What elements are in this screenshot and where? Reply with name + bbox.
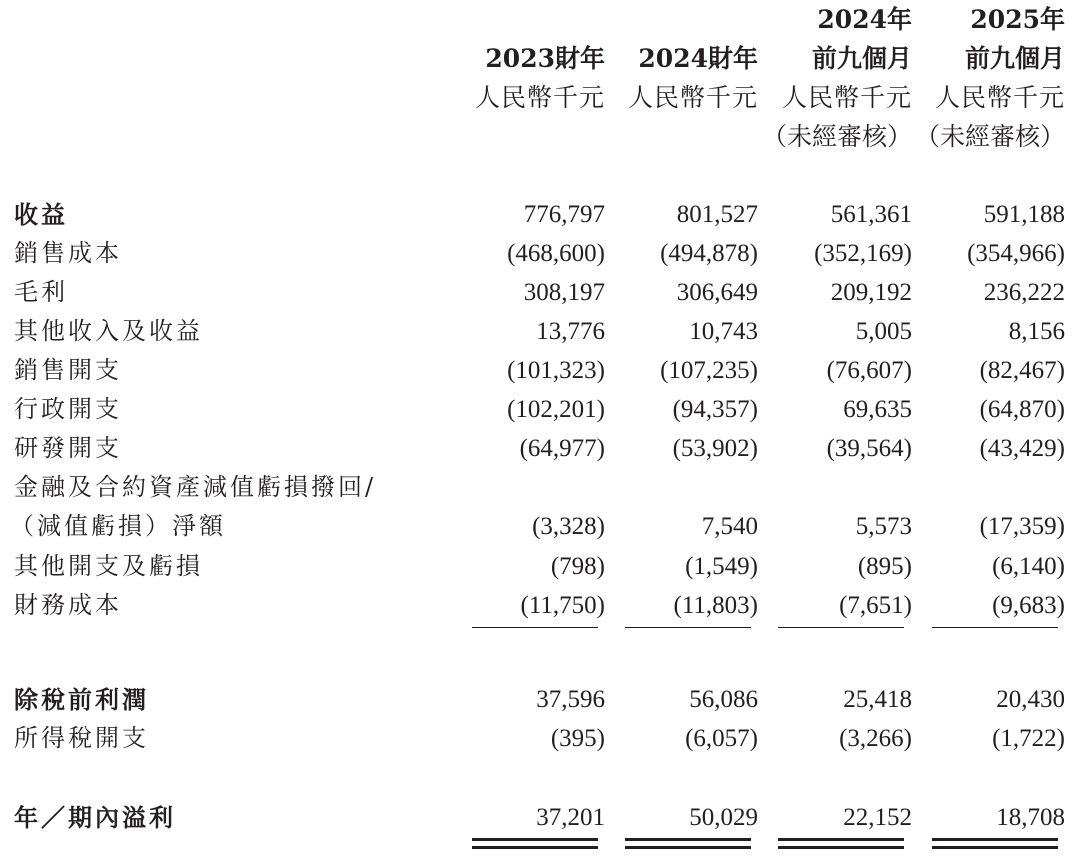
cell-fy2024: 306,649 <box>676 279 758 306</box>
total-double-rule <box>472 838 598 849</box>
cell-fy2023: (468,600) <box>507 240 605 267</box>
cell-fy2023: 308,197 <box>523 279 605 306</box>
table-row-rnd-expenses <box>0 429 1080 468</box>
cell-fy2024: 50,029 <box>689 804 758 831</box>
cell-9m2024: (3,266) <box>839 725 912 752</box>
cell-fy2023: (102,201) <box>507 396 605 423</box>
header-currency: 人民幣千元 <box>934 83 1065 112</box>
column-header-fy2024 <box>608 0 758 117</box>
cell-9m2024: (76,607) <box>826 357 912 384</box>
cell-9m2024: 5,005 <box>855 318 912 345</box>
cell-9m2024: (352,169) <box>814 240 912 267</box>
subtotal-rule <box>932 627 1058 628</box>
cell-fy2024: 7,540 <box>701 513 758 540</box>
cell-fy2023: (798) <box>550 553 605 580</box>
row-label: 其他開支及虧損 <box>14 552 203 580</box>
cell-9m2025: 236,222 <box>983 279 1065 306</box>
column-header-9m2024 <box>762 0 912 156</box>
header-unaudited: （未經審核） <box>915 122 1066 151</box>
subtotal-rule <box>625 627 751 628</box>
row-label: 所得稅開支 <box>14 724 149 752</box>
cell-fy2023: 37,201 <box>536 804 605 831</box>
header-line1: 2025年 <box>970 5 1065 34</box>
table-row-selling-expenses <box>0 351 1080 390</box>
cell-9m2025: (64,870) <box>979 396 1065 423</box>
subtotal-rule <box>778 627 904 628</box>
header-line1 <box>455 0 605 39</box>
cell-fy2023: (101,323) <box>507 357 605 384</box>
header-unaudited: （未經審核） <box>762 122 913 151</box>
cell-fy2023: 13,776 <box>536 318 605 345</box>
table-row-gross-profit <box>0 273 1080 312</box>
cell-9m2024: 25,418 <box>843 686 912 713</box>
cell-fy2023: 37,596 <box>536 686 605 713</box>
cell-9m2025: 591,188 <box>983 201 1065 228</box>
cell-fy2024: 801,527 <box>676 201 758 228</box>
cell-fy2024: (494,878) <box>660 240 758 267</box>
row-label: 其他收入及收益 <box>14 317 203 345</box>
cell-fy2023: (11,750) <box>520 592 605 619</box>
row-label-continued: （減值虧損）淨額 <box>10 512 226 540</box>
cell-fy2024: (53,902) <box>672 435 758 462</box>
table-row-cost-of-sales <box>0 234 1080 273</box>
cell-9m2024: 22,152 <box>843 804 912 831</box>
subtotal-rule <box>472 627 598 628</box>
cell-9m2025: (43,429) <box>979 435 1065 462</box>
row-label: 行政開支 <box>14 395 122 423</box>
cell-9m2025: (9,683) <box>992 592 1065 619</box>
total-double-rule <box>625 838 751 849</box>
header-currency: 人民幣千元 <box>781 83 912 112</box>
header-line2: 2023財年 <box>485 44 605 73</box>
header-currency: 人民幣千元 <box>627 83 758 112</box>
row-label: 銷售成本 <box>14 239 122 267</box>
header-line2: 前九個月 <box>811 44 912 73</box>
table-row-other-expenses <box>0 547 1080 586</box>
cell-9m2025: (1,722) <box>992 725 1065 752</box>
table-row-income-tax <box>0 719 1080 758</box>
cell-9m2024: (895) <box>857 553 912 580</box>
row-label: 財務成本 <box>14 591 122 619</box>
cell-fy2024: (11,803) <box>673 592 758 619</box>
cell-fy2023: 776,797 <box>523 201 605 228</box>
cell-9m2025: 20,430 <box>996 686 1065 713</box>
header-line1 <box>608 0 758 39</box>
table-row-impairment-net <box>0 507 1080 546</box>
table-row-other-income <box>0 312 1080 351</box>
cell-9m2025: (82,467) <box>979 357 1065 384</box>
row-label: 年／期內溢利 <box>14 803 176 832</box>
table-row-revenue <box>0 195 1080 234</box>
cell-fy2024: (107,235) <box>660 357 758 384</box>
row-label: 銷售開支 <box>14 356 122 384</box>
row-label: 除稅前利潤 <box>14 685 149 714</box>
header-line2: 前九個月 <box>964 44 1065 73</box>
table-row-profit-for-period <box>0 798 1080 837</box>
cell-fy2024: (94,357) <box>672 396 758 423</box>
total-double-rule <box>778 838 904 849</box>
cell-fy2024: 10,743 <box>689 318 758 345</box>
table-row-impairment-label-line1 <box>0 468 1080 507</box>
cell-fy2024: (6,057) <box>685 725 758 752</box>
cell-9m2025: (354,966) <box>967 240 1065 267</box>
row-label: 收益 <box>14 200 68 229</box>
cell-9m2024: 69,635 <box>843 396 912 423</box>
table-row-admin-expenses <box>0 390 1080 429</box>
cell-9m2024: (7,651) <box>839 592 912 619</box>
row-label: 毛利 <box>14 278 68 306</box>
cell-9m2024: (39,564) <box>826 435 912 462</box>
cell-9m2025: (6,140) <box>992 553 1065 580</box>
header-currency: 人民幣千元 <box>474 83 605 112</box>
header-line1: 2024年 <box>817 5 912 34</box>
cell-fy2023: (64,977) <box>519 435 605 462</box>
header-line2: 2024財年 <box>638 44 758 73</box>
cell-9m2025: 8,156 <box>1008 318 1065 345</box>
total-double-rule <box>932 838 1058 849</box>
row-label: 金融及合約資產減值虧損撥回/ <box>14 473 377 501</box>
cell-9m2024: 5,573 <box>855 513 912 540</box>
column-header-9m2025 <box>915 0 1065 156</box>
cell-fy2023: (395) <box>550 725 605 752</box>
cell-9m2024: 561,361 <box>830 201 912 228</box>
cell-9m2025: (17,359) <box>979 513 1065 540</box>
cell-9m2025: 18,708 <box>996 804 1065 831</box>
table-row-finance-costs <box>0 586 1080 625</box>
column-header-fy2023 <box>455 0 605 117</box>
row-label: 研發開支 <box>14 434 122 462</box>
cell-fy2024: (1,549) <box>685 553 758 580</box>
cell-fy2024: 56,086 <box>689 686 758 713</box>
cell-9m2024: 209,192 <box>830 279 912 306</box>
table-row-profit-before-tax <box>0 680 1080 719</box>
cell-fy2023: (3,328) <box>532 513 605 540</box>
